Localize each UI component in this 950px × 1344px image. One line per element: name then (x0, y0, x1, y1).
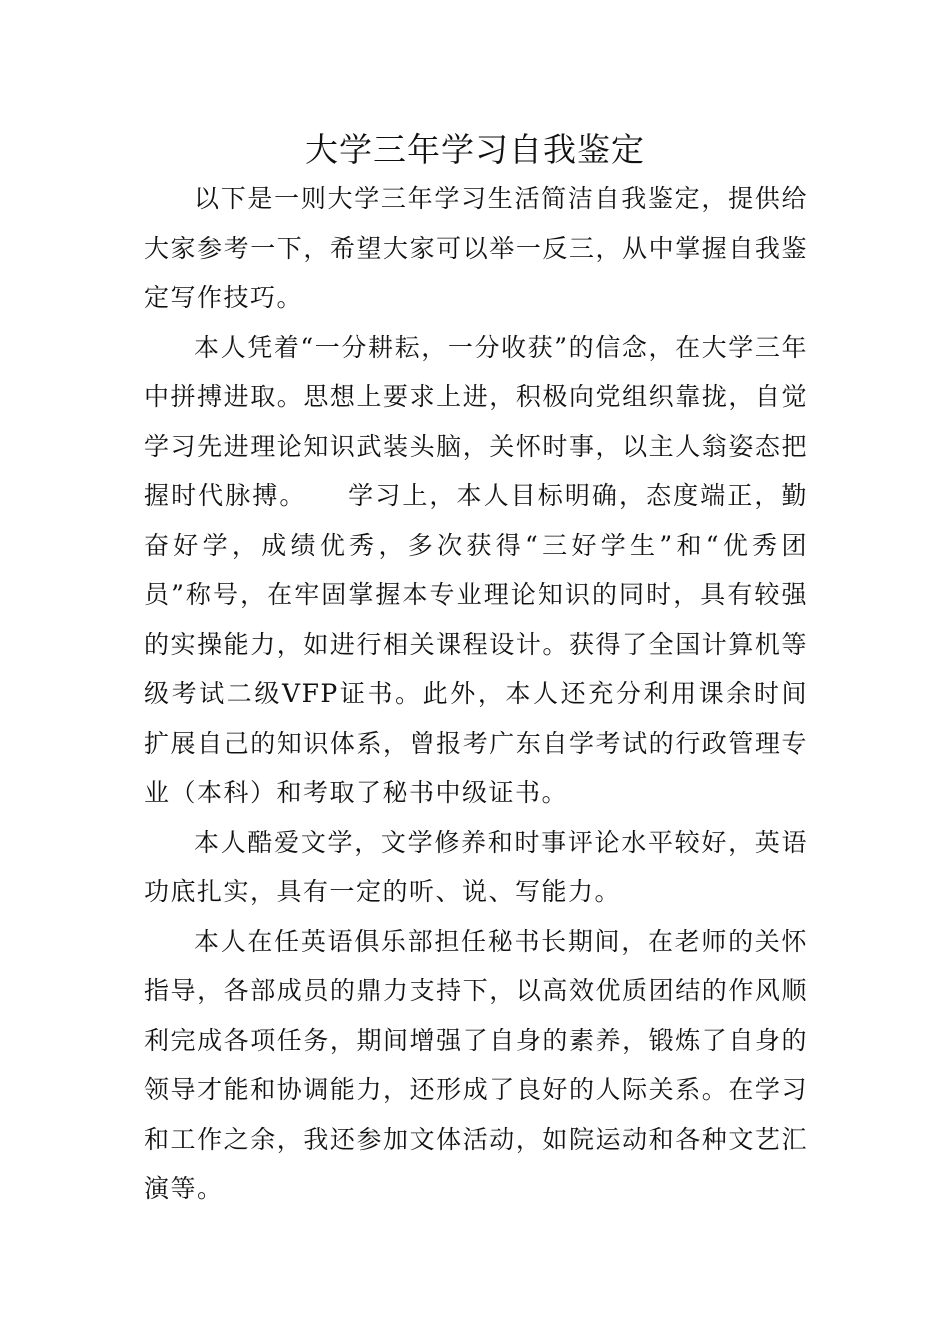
document-title: 大学三年学习自我鉴定 (305, 130, 645, 169)
paragraph-club: 本人在任英语俱乐部担任秘书长期间，在老师的关怀指导，各部成员的鼎力支持下，以高效优质团结的作风顺利完成各项任务，期间增强了自身的素养，锻炼了自身的领导才能和协调能力，还形成了良好的人际关系。在学习和工作之余，我还参加文体活动，如院运动和各种文艺汇演等。 (144, 926, 808, 1203)
paragraph-intro: 以下是一则大学三年学习生活简洁自我鉴定，提供给大家参考一下，希望大家可以举一反三，从中掌握自我鉴定写作技巧。 (144, 184, 808, 312)
document-body (144, 174, 808, 1214)
paragraph-study: 本人凭着“一分耕耘，一分收获”的信念，在大学三年中拼搏进取。思想上要求上进，积极向党组织靠拢，自觉学习先进理论知识武装头脑，关怀时事，以主人翁姿态把握时代脉搏。 学习上，本人目标明确，态度端正，勤奋好学，成绩优秀，多次获得“三好学生”和“优秀团员”称号，在牢固掌握本专业理论知识的同时，具有较强的实操能力，如进行相关课程设计。获得了全国计算机等级考试二级VFP证书。此外，本人还充分利用课余时间扩展自己的知识体系，曾报考广东自学考试的行政管理专业（本科）和考取了秘书中级证书。 (144, 332, 808, 807)
paragraph-literature: 本人酷爱文学，文学修养和时事评论水平较好，英语功底扎实，具有一定的听、说、写能力。 (144, 827, 808, 906)
